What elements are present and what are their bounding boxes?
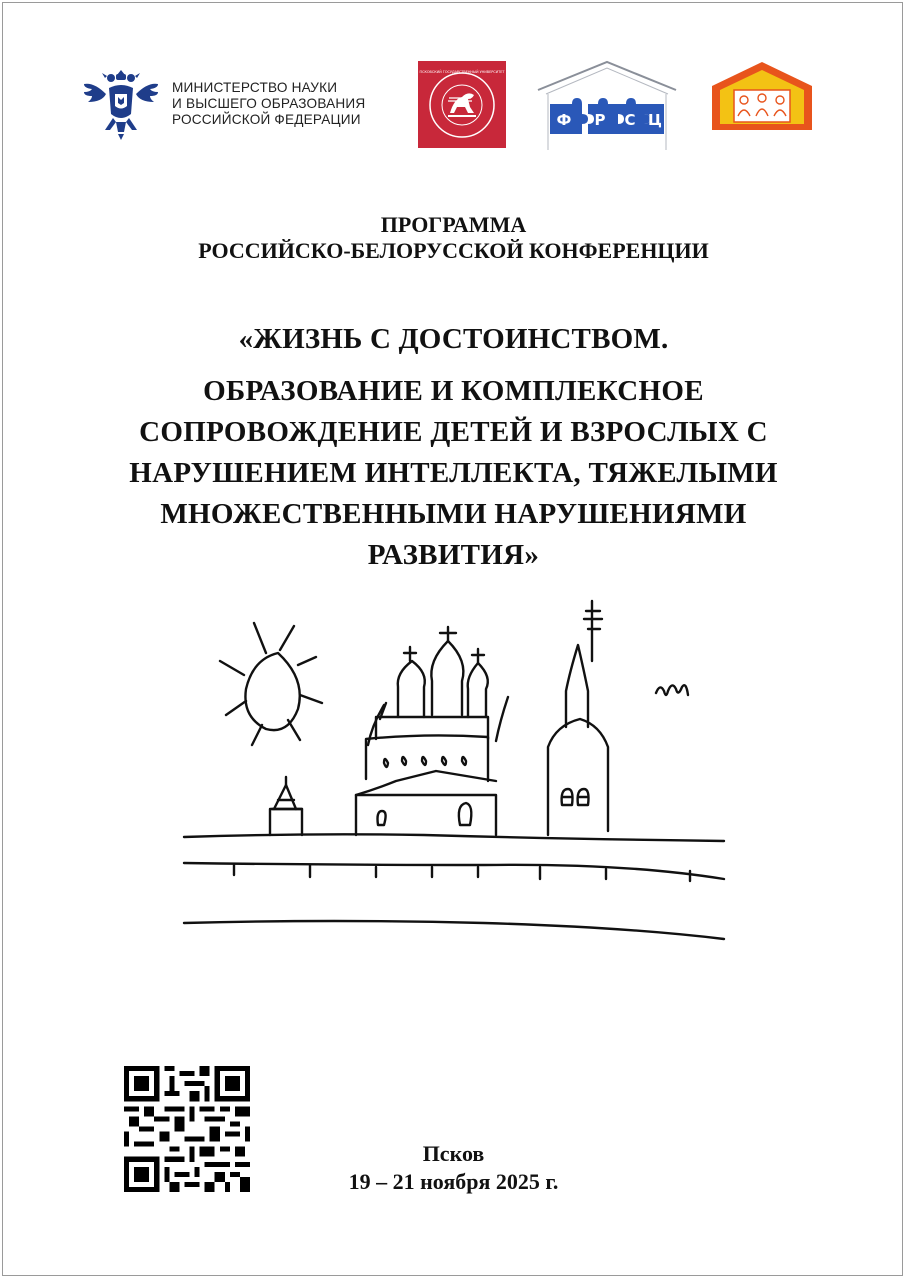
ground-line-3 [184, 921, 724, 939]
frc-letter-r: Р [594, 111, 606, 129]
cathedral-drawing [356, 627, 508, 835]
frc-letter-f: Ф [556, 111, 572, 129]
frc-letter-s: С [624, 111, 636, 129]
title-line-6: РАЗВИТИЯ» [367, 539, 540, 571]
logo-bar [0, 0, 907, 160]
ground-line-2 [184, 863, 724, 879]
frc-puzzle-logo-icon [536, 60, 678, 152]
university-logo-text: ПСКОВСКИЙ ГОСУДАРСТВЕННЫЙ УНИВЕРСИТЕТ [419, 70, 505, 74]
conference-label: РОССИЙСКО-БЕЛОРУССКОЙ КОНФЕРЕНЦИИ [198, 238, 709, 263]
ministry-name [172, 80, 365, 128]
ministry-line-1: МИНИСТЕРСТВО НАУКИ [172, 80, 338, 95]
sun-drawing [220, 623, 322, 745]
small-tower-drawing [270, 777, 302, 835]
frc-letter-ts: Ц [648, 111, 662, 129]
house-people-logo-icon [708, 60, 816, 132]
conference-city: Псков [422, 1141, 485, 1166]
conference-dates: 19 – 21 ноября 2025 г. [348, 1169, 559, 1194]
title-line-4: НАРУШЕНИЕМ ИНТЕЛЛЕКТА, ТЯЖЕЛЫМИ [129, 457, 778, 489]
double-headed-eagle-icon [80, 62, 162, 144]
title-line-5: МНОЖЕСТВЕННЫМИ НАРУШЕНИЯМИ [160, 498, 747, 530]
bell-tower-drawing [548, 601, 608, 835]
kremlin-drawing [170, 595, 740, 955]
ministry-line-2: И ВЫСШЕГО ОБРАЗОВАНИЯ [172, 96, 366, 111]
title-line-3: СОПРОВОЖДЕНИЕ ДЕТЕЙ И ВЗРОСЛЫХ С [139, 416, 768, 448]
program-heading [0, 212, 907, 264]
title-line-1: «ЖИЗНЬ С ДОСТОИНСТВОМ. [238, 323, 669, 355]
title-line-2: ОБРАЗОВАНИЕ И КОМПЛЕКСНОЕ [203, 375, 704, 407]
bird-drawing [656, 685, 688, 695]
program-label: ПРОГРАММА [380, 212, 527, 237]
conference-title [40, 322, 867, 576]
university-logo-icon [418, 61, 506, 148]
ministry-line-3: РОССИЙСКОЙ ФЕДЕРАЦИИ [172, 112, 361, 127]
ground-line-1 [184, 834, 724, 841]
